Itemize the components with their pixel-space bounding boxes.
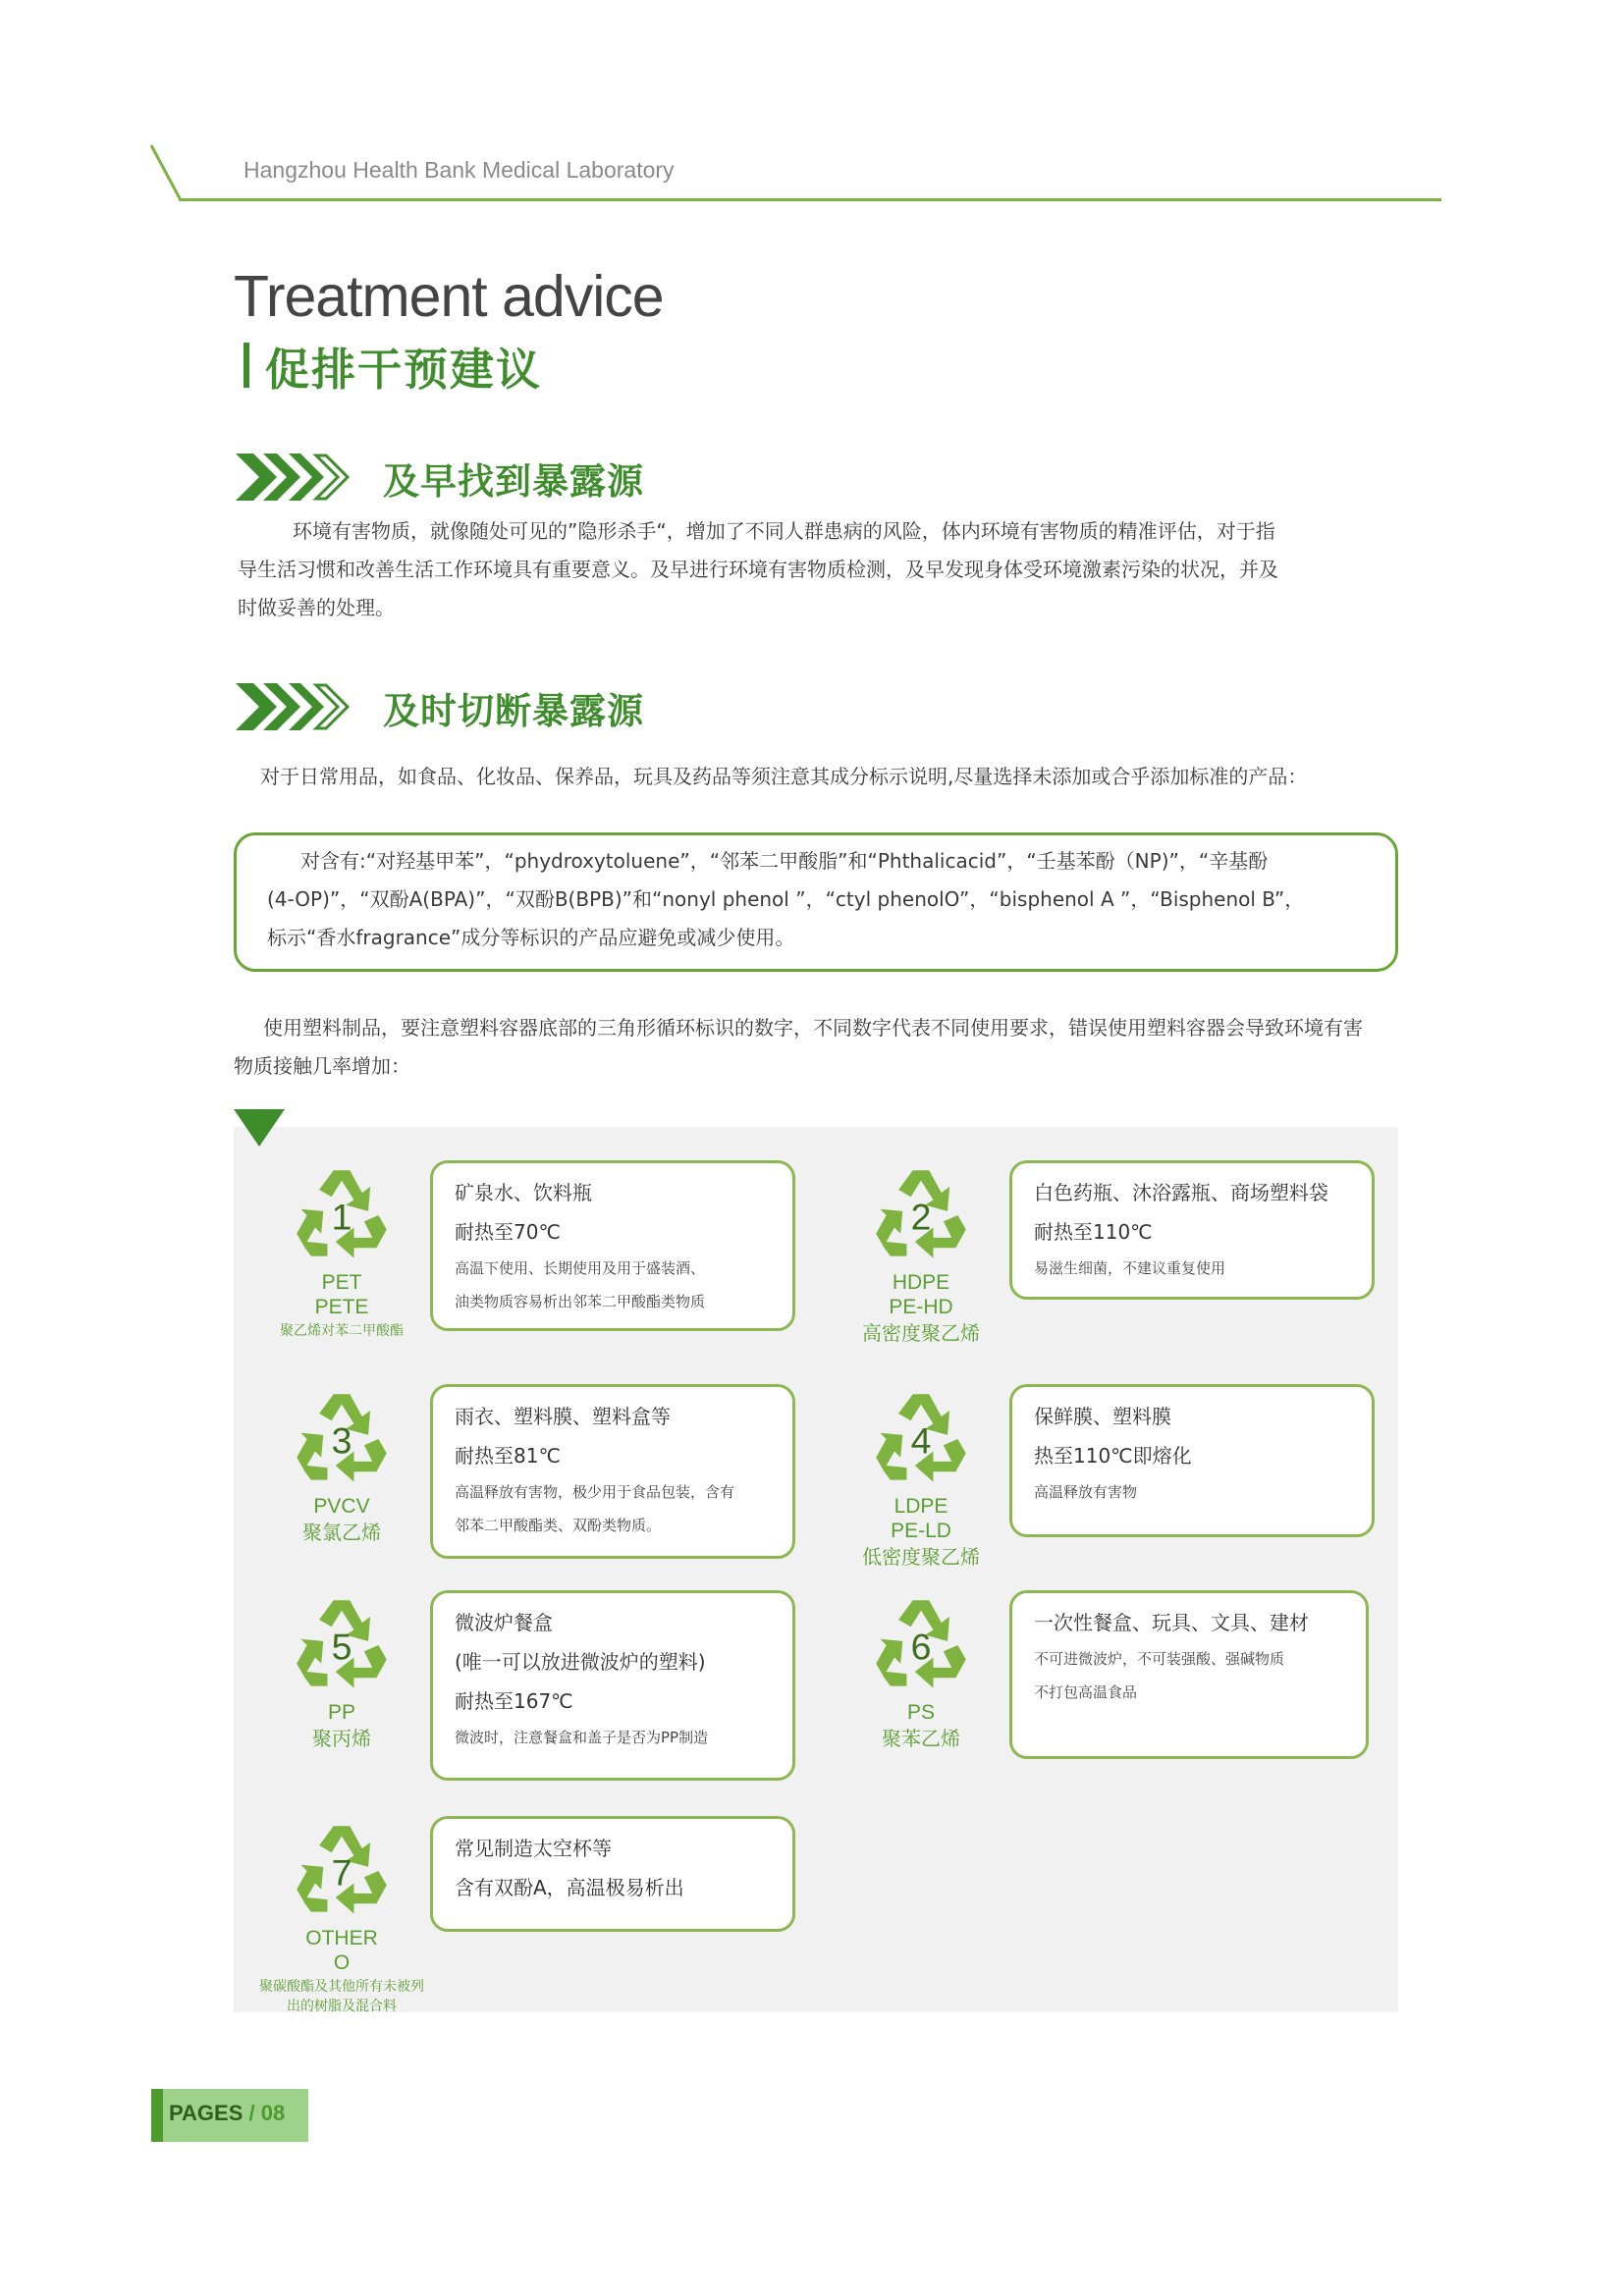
usage-note: 易滋生细菌，不建议重复使用 [1034, 1259, 1226, 1277]
recycle-number: 3 [331, 1419, 352, 1462]
section-heading-find-source: 及早找到暴露源 [383, 460, 644, 503]
recycle-symbol-icon [291, 1164, 393, 1266]
recycle-code: PETE [314, 1296, 369, 1318]
recycle-number: 1 [331, 1196, 352, 1238]
recycle-code: O [333, 1951, 351, 1974]
recycle-code: PVCV [313, 1495, 370, 1518]
page-title-zh: 促排干预建议 [265, 344, 543, 396]
usage-line: 常见制造太空杯等 [455, 1837, 612, 1860]
recycle-number: 5 [331, 1626, 352, 1668]
recycle-usage-card [1009, 1160, 1375, 1300]
notice-line: 对含有:“对羟基甲苯”，“phydroxytoluene”，“邻苯二甲酸脂”和“Phthalicacid”，“壬基苯酚（NP)”，“辛基酚 [300, 849, 1269, 873]
section1-line: 导生活习惯和改善生活工作环境具有重要意义。及早进行环境有害物质检测，及早发现身体受环境激素污染的状况，并及 [238, 558, 1278, 581]
usage-line: 热至110℃即熔化 [1034, 1444, 1192, 1468]
recycle-material-name: 高密度聚乙烯 [862, 1321, 980, 1345]
recycle-symbol-icon [870, 1164, 972, 1266]
usage-line: 耐热至81℃ [455, 1444, 561, 1468]
usage-note: 高温释放有害物 [1034, 1483, 1138, 1501]
usage-line: 一次性餐盒、玩具、文具、建材 [1034, 1611, 1309, 1634]
page-title-en: Treatment advice [234, 264, 664, 329]
recycle-usage-card [430, 1590, 795, 1781]
usage-line: 白色药瓶、沐浴露瓶、商场塑料袋 [1034, 1181, 1328, 1204]
page-separator: / [243, 2101, 261, 2125]
recycle-usage-card [430, 1816, 795, 1932]
usage-line: (唯一可以放进微波炉的塑料) [455, 1650, 706, 1674]
header-org-name: Hangzhou Health Bank Medical Laboratory [244, 157, 675, 183]
notice-line: 标示“香水fragrance”成分等标识的产品应避免或减少使用。 [267, 926, 795, 949]
triangle-marker-icon [234, 1109, 285, 1148]
recycle-code: PET [321, 1271, 362, 1294]
recycle-code: PE-HD [889, 1296, 953, 1318]
recycle-code: PS [906, 1701, 935, 1724]
recycle-usage-card [430, 1384, 795, 1559]
recycle-material-name: 聚乙烯对苯二甲酸酯 [280, 1323, 404, 1339]
usage-note: 高温释放有害物，极少用于食品包装，含有 [455, 1483, 735, 1501]
usage-line: 微波炉餐盒 [455, 1611, 553, 1634]
section1-line: 时做妥善的处理。 [238, 596, 395, 619]
recycle-symbol-icon [870, 1388, 972, 1490]
recycle-symbol-icon [291, 1388, 393, 1490]
usage-line: 耐热至110℃ [1034, 1220, 1153, 1244]
recycle-number: 4 [910, 1419, 932, 1462]
recycle-code: PP [327, 1701, 355, 1724]
recycle-material-name: 聚丙烯 [312, 1727, 371, 1750]
usage-line: 保鲜膜、塑料膜 [1034, 1405, 1171, 1428]
header-rule [179, 198, 1441, 201]
page-value: 08 [260, 2101, 286, 2125]
usage-line: 耐热至70℃ [455, 1220, 561, 1244]
usage-note: 高温下使用、长期使用及用于盛装酒、 [455, 1259, 706, 1277]
notice-line: (4-OP)”，“双酚A(BPA)”，“双酚B(BPB)”和“nonyl phenol ”，“ctyl phenolO”，“bisphenol A ”，“Bisphenol B”， [267, 887, 1305, 911]
recycle-number: 2 [910, 1196, 932, 1238]
plastic-usage-line: 使用塑料制品，要注意塑料容器底部的三角形循环标识的数字，不同数字代表不同使用要求，错误使用塑料容器会导致环境有害 [263, 1016, 1363, 1040]
usage-note: 微波时，注意餐盒和盖子是否为PP制造 [455, 1729, 709, 1746]
recycle-code: HDPE [892, 1271, 950, 1294]
chevron-arrows-icon [236, 679, 361, 734]
usage-line: 耐热至167℃ [455, 1689, 573, 1713]
usage-note: 邻苯二甲酸酯类、双酚类物质。 [455, 1517, 662, 1534]
plastic-usage-line: 物质接触几率增加： [234, 1054, 410, 1078]
usage-line: 含有双酚A，高温极易析出 [455, 1876, 684, 1899]
page-label: PAGES [169, 2101, 244, 2125]
recycle-symbol-icon [291, 1594, 393, 1696]
page-number [169, 2101, 285, 2126]
usage-line: 矿泉水、饮料瓶 [455, 1181, 592, 1204]
usage-line: 雨衣、塑料膜、塑料盒等 [455, 1405, 671, 1428]
chevron-arrows-icon [236, 450, 361, 505]
header-slant-decoration [147, 143, 187, 204]
recycle-code: LDPE [893, 1495, 948, 1518]
recycle-material-name: 聚碳酸酯及其他所有未被列出的树脂及混合料 [259, 1979, 424, 2014]
usage-note: 不可进微波炉，不可装强酸、强碱物质 [1034, 1650, 1285, 1668]
usage-note: 油类物质容易析出邻苯二甲酸酯类物质 [455, 1293, 706, 1310]
recycle-symbol-icon [870, 1594, 972, 1696]
recycle-symbol-icon [291, 1820, 393, 1922]
section-heading-cut-source: 及时切断暴露源 [383, 690, 644, 732]
recycle-code: OTHER [305, 1927, 378, 1949]
section2-intro: 对于日常用品，如食品、化妆品、保养品，玩具及药品等须注意其成分标示说明,尽量选择未添加或合乎添加标准的产品： [260, 765, 1308, 788]
page-number-accent [151, 2089, 163, 2142]
recycle-usage-card [1009, 1590, 1369, 1759]
recycle-number: 7 [331, 1851, 352, 1894]
recycle-code: PE-LD [891, 1520, 951, 1542]
recycle-material-name: 低密度聚乙烯 [862, 1545, 980, 1569]
recycle-usage-card [1009, 1384, 1375, 1537]
recycle-material-name: 聚氯乙烯 [302, 1521, 381, 1544]
recycle-usage-card [430, 1160, 795, 1331]
usage-note: 不打包高温食品 [1034, 1683, 1138, 1701]
recycle-material-name: 聚苯乙烯 [882, 1727, 960, 1750]
recycle-number: 6 [910, 1626, 932, 1668]
section1-line: 环境有害物质，就像随处可见的”隐形杀手“，增加了不同人群患病的风险，体内环境有害物质的精准评估，对于指 [293, 519, 1275, 543]
